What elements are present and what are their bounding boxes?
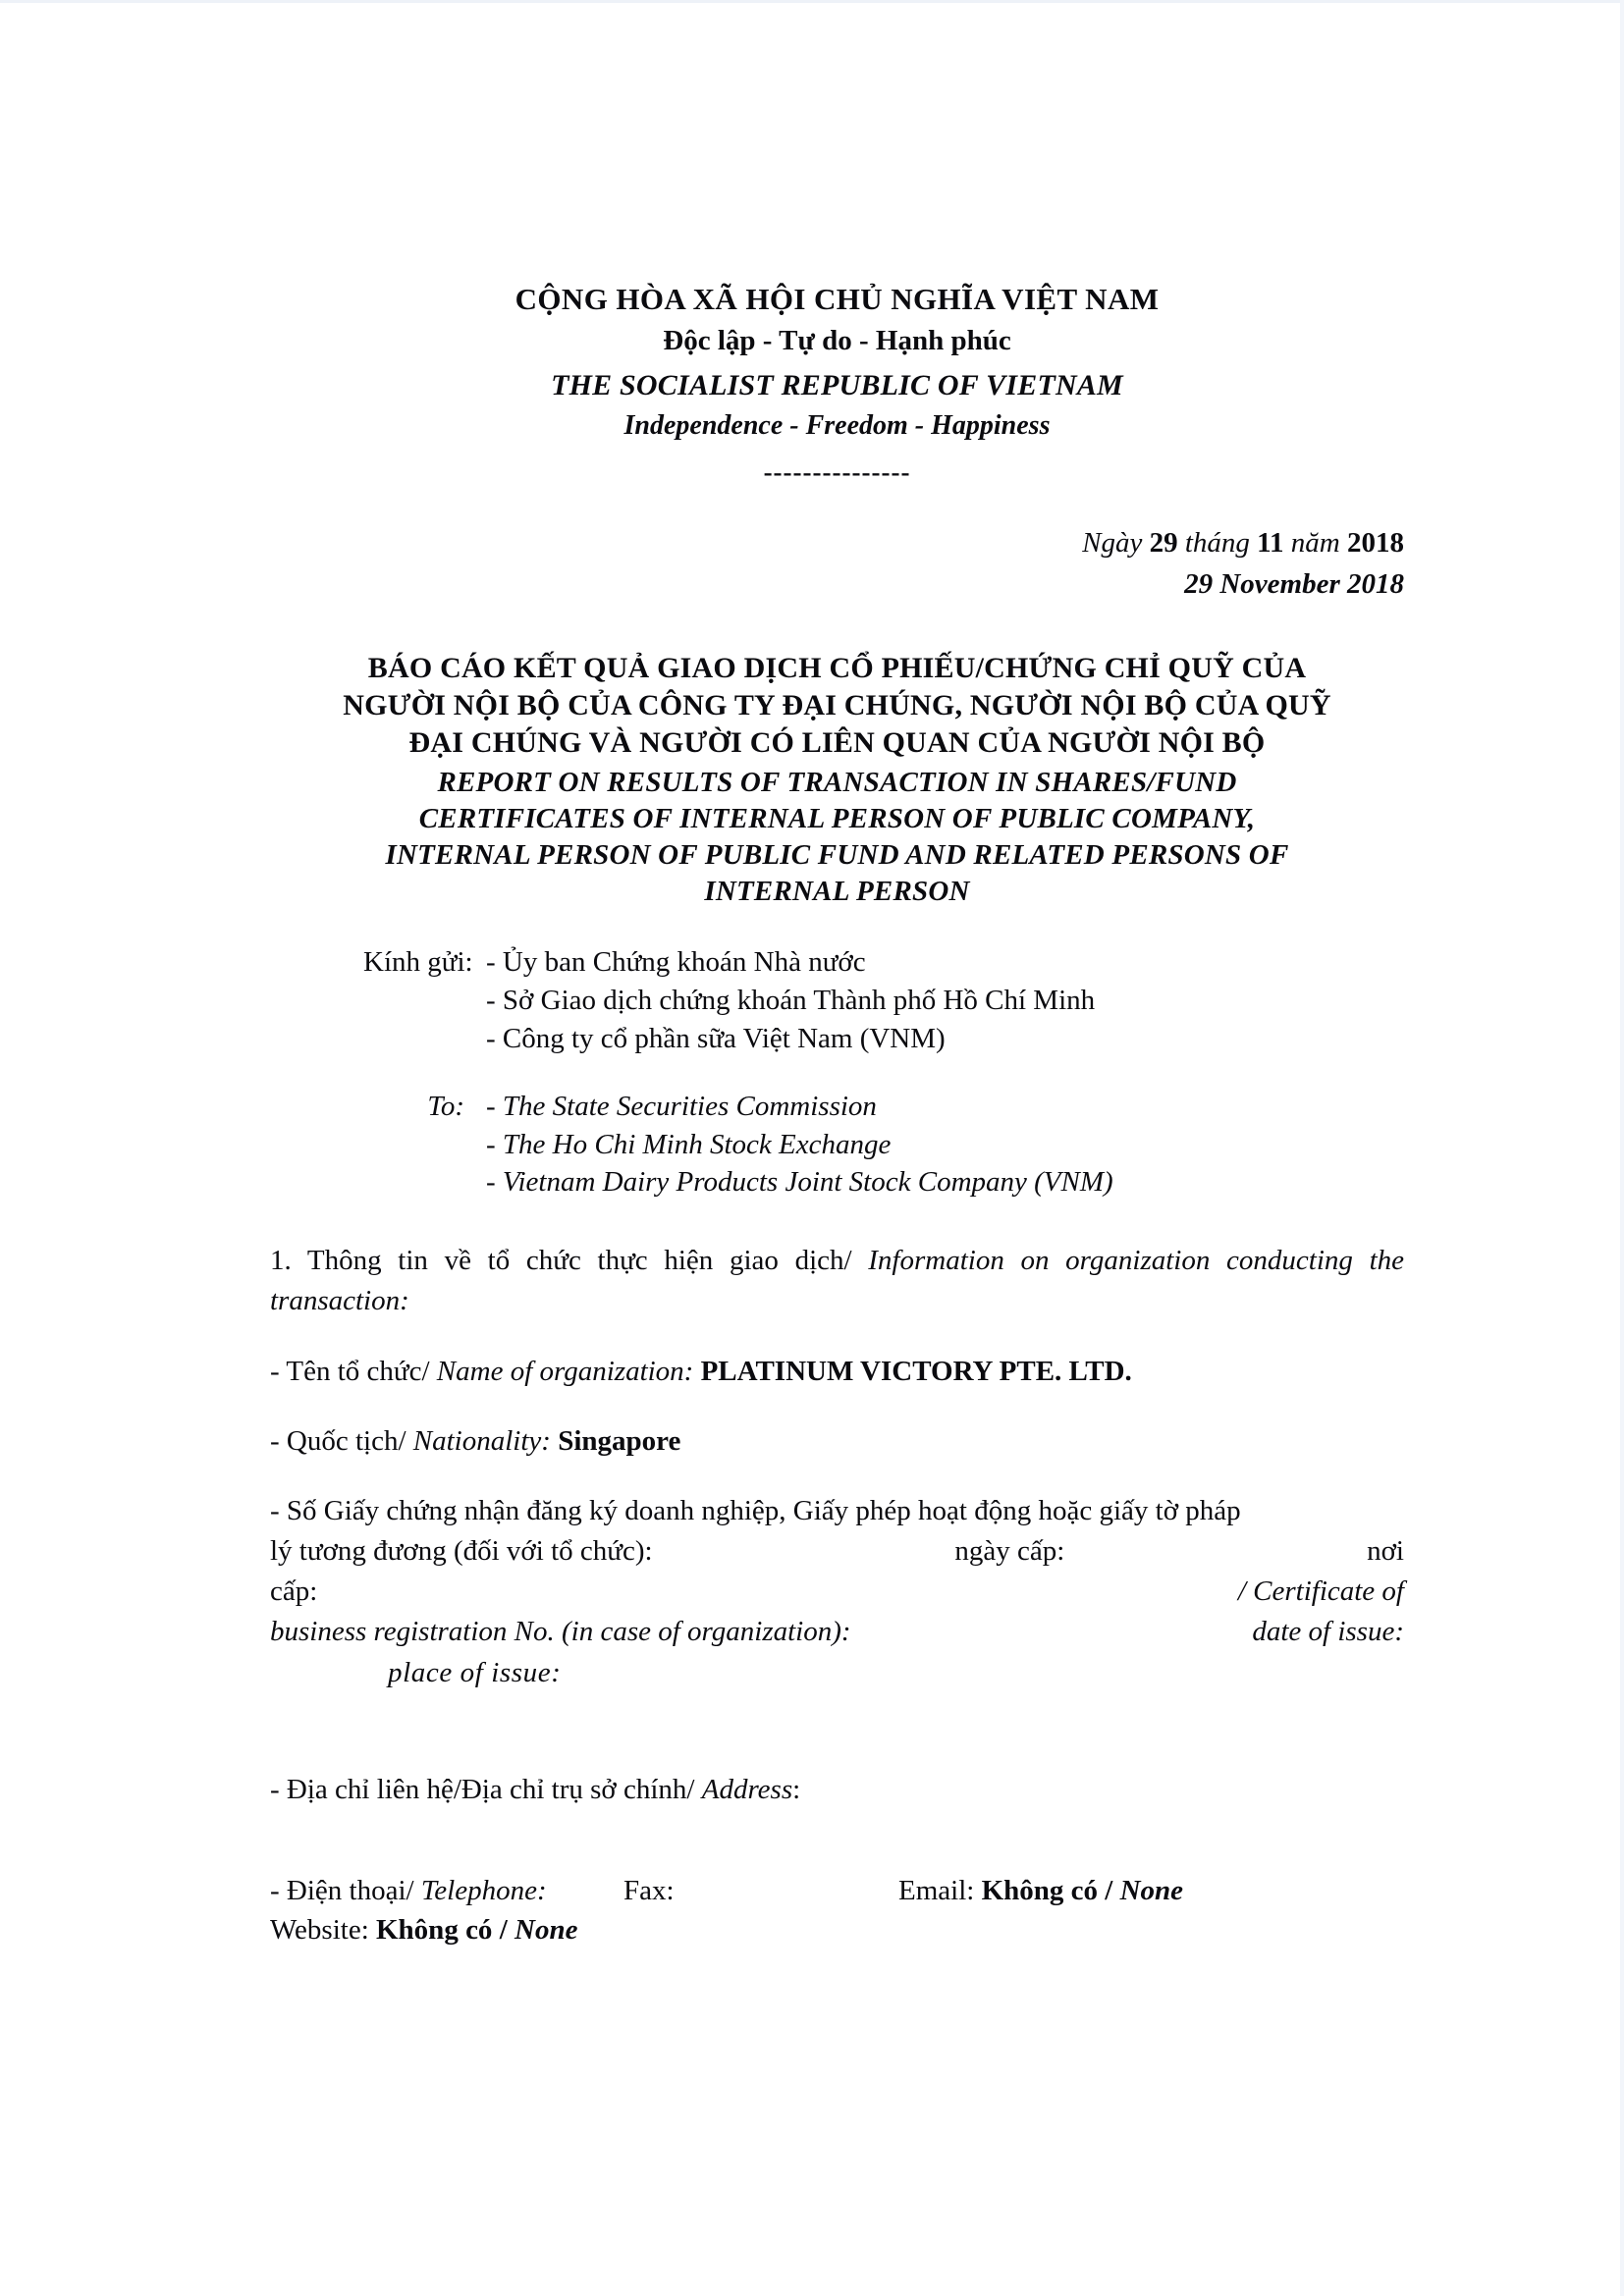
section-1-heading-en: Information on organization conducting the transaction:: [270, 1245, 1405, 1317]
organization-name-line: [270, 1352, 1404, 1392]
recipient-vi-2: - Sở Giao dịch chứng khoán Thành phố Hồ Chí Minh: [486, 984, 1096, 1016]
title-en-line-2: CERTIFICATES OF INTERNAL PERSON OF PUBLIC COMPANY,: [418, 802, 1256, 834]
website-separator: /: [492, 1914, 514, 1946]
header-divider: ---------------: [763, 457, 911, 488]
scan-edge-right: [1620, 0, 1624, 2296]
registration-line-1: - Số Giấy chứng nhận đăng ký doanh nghiệp, Giấy phép hoạt động hoặc giấy tờ pháp: [270, 1494, 1241, 1526]
nationality-value: Singapore: [558, 1424, 681, 1457]
recipient-vi-3: - Công ty cổ phần sữa Việt Nam (VNM): [486, 1022, 946, 1054]
date-vi-day: 29: [1149, 527, 1178, 560]
registration-place-of-issue-label-en: place of issue:: [388, 1656, 562, 1688]
date-vietnamese: [270, 523, 1404, 562]
nationality-label-en: Nationality:: [412, 1424, 559, 1457]
telephone-label-vi: - Điện thoại/: [270, 1874, 421, 1906]
recipients-english: [270, 1088, 1404, 1202]
national-header: [270, 280, 1404, 490]
section-1-heading: [270, 1241, 1404, 1321]
website-field: [270, 1910, 1404, 1949]
recipients-list-en: [486, 1088, 1404, 1202]
national-motto-vi: Độc lập - Tự do - Hạnh phúc: [663, 325, 1011, 357]
registration-line-2: [270, 1531, 1404, 1572]
contact-block: [270, 1871, 1404, 1949]
address-label-vi: - Địa chỉ liên hệ/Địa chỉ trụ sở chính/: [270, 1773, 702, 1805]
date-vi-month-label: tháng: [1177, 527, 1258, 560]
recipient-en-3: - Vietnam Dairy Products Joint Stock Company (VNM): [486, 1166, 1113, 1199]
document-content: [270, 0, 1404, 1949]
website-value-en: None: [514, 1914, 578, 1946]
nationality-line: [270, 1421, 1404, 1462]
email-field: [898, 1871, 1183, 1910]
registration-date-of-issue-label-en: date of issue:: [1252, 1616, 1404, 1648]
organization-value: PLATINUM VICTORY PTE. LTD.: [700, 1355, 1132, 1387]
business-registration-block: [270, 1491, 1404, 1693]
national-motto-en: Independence - Freedom - Happiness: [623, 409, 1051, 441]
date-english: 29 November 2018: [1184, 568, 1404, 601]
recipients-vietnamese: [270, 943, 1404, 1058]
nationality-label-vi: - Quốc tịch/: [270, 1424, 413, 1457]
website-label: Website:: [270, 1914, 376, 1946]
email-value-en: None: [1119, 1874, 1184, 1906]
section-1-heading-vi: 1. Thông tin về tổ chức thực hiện giao dịch/: [270, 1245, 869, 1277]
telephone-label-en: Telephone:: [420, 1874, 547, 1906]
registration-issue-date-label: ngày cấp:: [954, 1535, 1065, 1568]
date-vi-month: 11: [1257, 527, 1284, 560]
document-title: [270, 650, 1404, 911]
registration-org-label: lý tương đương (đối với tổ chức):: [270, 1535, 653, 1568]
address-line: [270, 1770, 1404, 1810]
date-vi-prefix: Ngày: [1082, 527, 1150, 560]
email-separator: /: [1098, 1874, 1120, 1906]
country-name-en: THE SOCIALIST REPUBLIC OF VIETNAM: [551, 368, 1123, 401]
date-vi-year: 2018: [1347, 527, 1404, 560]
organization-label-vi: - Tên tổ chức/: [270, 1355, 437, 1387]
title-vi-line-3: ĐẠI CHÚNG VÀ NGƯỜI CÓ LIÊN QUAN CỦA NGƯỜI NỘI BỘ: [408, 726, 1266, 760]
email-label: Email:: [898, 1874, 982, 1906]
registration-line-3: [270, 1572, 1404, 1612]
recipients-list-vi: [486, 943, 1404, 1058]
organization-label-en: Name of organization:: [436, 1355, 701, 1387]
contact-row-telephone: [270, 1871, 1404, 1910]
registration-issue-place-label-part2: cấp:: [270, 1575, 318, 1608]
fax-field: Fax:: [623, 1874, 675, 1906]
address-label-en: Address: [701, 1773, 793, 1805]
title-en-line-4: INTERNAL PERSON: [704, 876, 970, 907]
recipient-vi-1: - Ủy ban Chứng khoán Nhà nước: [486, 946, 866, 979]
website-value-vi: Không có: [376, 1914, 493, 1946]
recipients-label-en: To:: [427, 1090, 464, 1122]
registration-line-4: [270, 1612, 1404, 1652]
recipient-en-1: - The State Securities Commission: [486, 1090, 877, 1122]
recipient-en-2: - The Ho Chi Minh Stock Exchange: [486, 1128, 892, 1160]
recipients-en-row: [363, 1088, 1404, 1202]
date-vi-year-label: năm: [1283, 527, 1347, 560]
email-value-vi: Không có: [981, 1874, 1099, 1906]
date-block: [270, 523, 1404, 604]
recipients-vi-row: [363, 943, 1404, 1058]
registration-number-label-en: business registration No. (in case of organization):: [270, 1616, 851, 1648]
title-en-line-1: REPORT ON RESULTS OF TRANSACTION IN SHARES/FUND: [437, 766, 1237, 798]
registration-issue-place-label-part1: nơi: [1367, 1535, 1404, 1568]
title-en-line-3: INTERNAL PERSON OF PUBLIC FUND AND RELATED PERSONS OF: [385, 838, 1289, 871]
title-vi-line-2: NGƯỜI NỘI BỘ CỦA CÔNG TY ĐẠI CHÚNG, NGƯỜI NỘI BỘ CỦA QUỸ: [343, 688, 1331, 721]
telephone-field: [270, 1871, 623, 1910]
recipients-label-vi: Kính gửi:: [363, 946, 473, 979]
section-1: [270, 1241, 1404, 1949]
address-colon: :: [792, 1773, 801, 1805]
country-name-vi: CỘNG HÒA XÃ HỘI CHỦ NGHĨA VIỆT NAM: [514, 282, 1160, 316]
registration-certificate-label-en: / Certificate of: [1237, 1575, 1404, 1608]
title-vi-line-1: BÁO CÁO KẾT QUẢ GIAO DỊCH CỔ PHIẾU/CHỨNG CHỈ QUỸ CỦA: [367, 651, 1307, 684]
